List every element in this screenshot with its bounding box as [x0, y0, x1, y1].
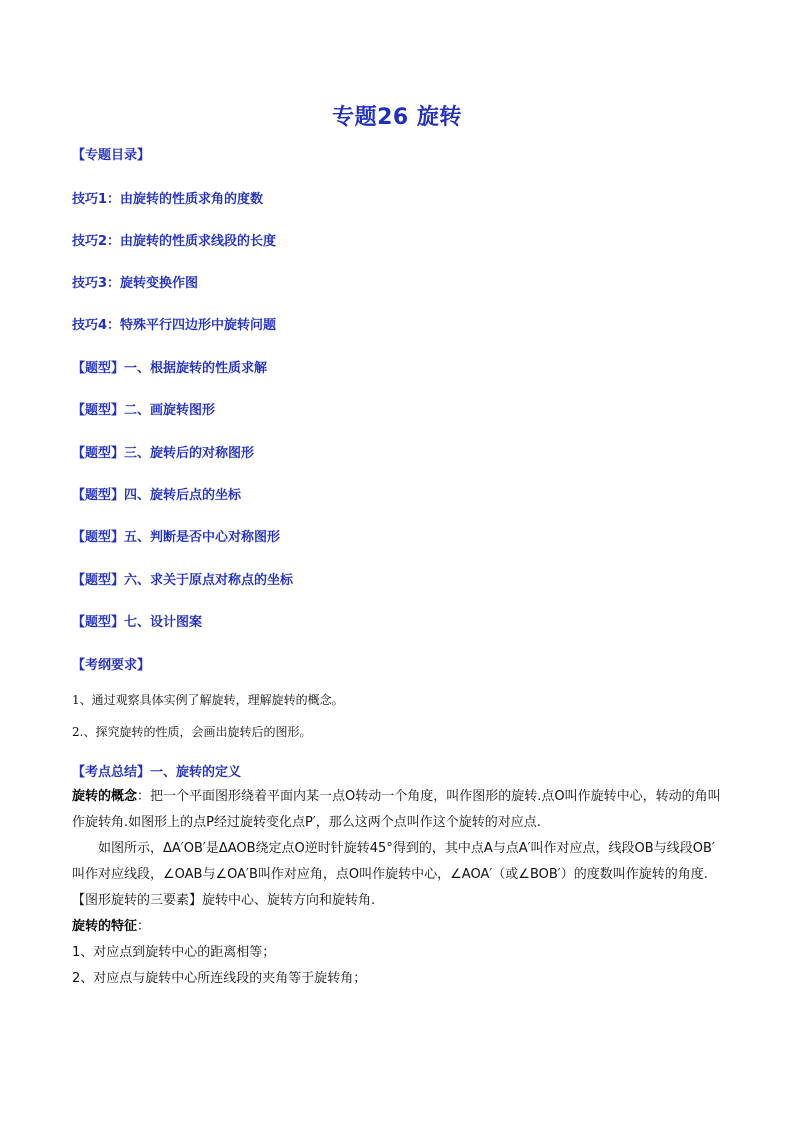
toc-item-type-1: 【题型】一、根据旋转的性质求解 — [72, 361, 268, 376]
toc-item-type-4: 【题型】四、旋转后点的坐标 — [72, 488, 242, 503]
toc-item-type-3: 【题型】三、旋转后的对称图形 — [72, 446, 255, 461]
toc-item-type-7: 【题型】七、设计图案 — [72, 615, 203, 630]
concept-paragraph — [72, 784, 724, 836]
toc-item-type-6: 【题型】六、求关于原点对称点的坐标 — [72, 573, 294, 588]
three-elements-paragraph — [72, 888, 724, 914]
toc-item-skill-1: 技巧1：由旋转的性质求角的度数 — [72, 192, 264, 207]
example-paragraph: 如图所示，ΔA′OB′是ΔAOB绕定点O逆时针旋转45°得到的，其中点A与点A′叫作对应点，线段OB与线段OB′叫作对应线段，∠OAB与∠OA′B叫作对应角，点O叫作旋转中心，∠AOA′（或∠BOB′）的度数叫作旋转的角度. — [72, 841, 715, 882]
feature-1: 1、对应点到旋转中心的距离相等； — [72, 945, 276, 960]
toc-item-skill-2: 技巧2：由旋转的性质求线段的长度 — [72, 234, 277, 249]
summary-body — [72, 784, 724, 992]
features-label: 旋转的特征 — [72, 919, 138, 934]
toc-item-type-5: 【题型】五、判断是否中心对称图形 — [72, 530, 281, 545]
feature-2: 2、对应点与旋转中心所连线段的夹角等于旋转角； — [72, 971, 367, 986]
features-colon: ： — [137, 919, 151, 934]
toc-heading: 【专题目录】 — [72, 148, 151, 163]
requirements-heading: 【考纲要求】 — [72, 658, 151, 673]
concept-label: 旋转的概念 — [72, 789, 138, 804]
three-elements-text: 旋转中心、旋转方向和旋转角. — [202, 893, 376, 908]
concept-text: ：把一个平面图形绕着平面内某一点O转动一个角度，叫作图形的旋转.点O叫作旋转中心，转动的角叫作旋转角.如图形上的点P经过旋转变化点P′，那么这两个点叫作这个旋转的对应点. — [72, 789, 721, 830]
requirement-2: 2.、探究旋转的性质，会画出旋转后的图形。 — [72, 725, 312, 739]
features-heading — [72, 914, 724, 940]
summary-heading: 【考点总结】一、旋转的定义 — [72, 765, 242, 780]
toc-item-type-2: 【题型】二、画旋转图形 — [72, 403, 216, 418]
three-elements-label: 【图形旋转的三要素】 — [72, 893, 203, 908]
requirement-1: 1、通过观察具体实例了解旋转，理解旋转的概念。 — [72, 693, 344, 707]
toc-item-skill-3: 技巧3：旋转变换作图 — [72, 276, 199, 291]
page-title: 专题26 旋转 — [332, 105, 462, 130]
toc-item-skill-4: 技巧4：特殊平行四边形中旋转问题 — [72, 318, 277, 333]
